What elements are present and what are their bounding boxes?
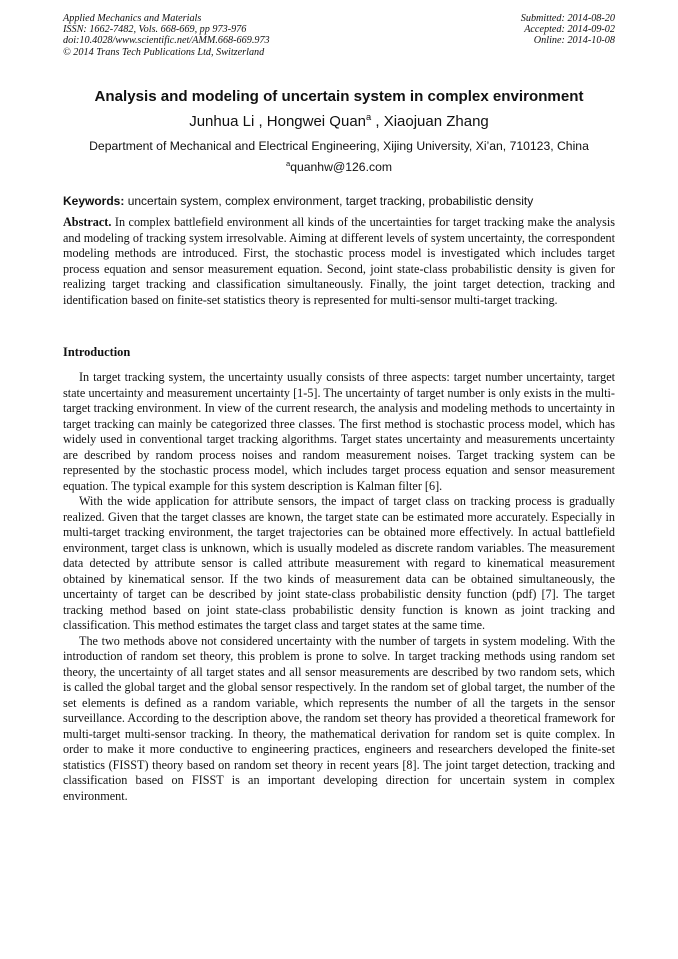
keywords-label: Keywords: — [63, 194, 125, 208]
email — [0, 160, 678, 174]
accepted-date: Accepted: 2014-09-02 — [524, 24, 615, 36]
paragraph: In target tracking system, the uncertainty usually consists of three aspects: target number uncertainty, target state uncertainty and measurement uncertainty [1-5]. The uncertainty of target number is only exists in the multi-target tracking environment. In view of the current research, the analysis and modeling methods to uncertainty in target tracking can mainly be categorized three classes. The first method is stochastic process model, which has widely used in conventional target tracking algorithms. Target states uncertainty and measurements uncertainty are described by random process noises and random measurement noises. Target tracking system can be represented by the stochastic process model, which includes target process equation and sensor measurement equation. The typical example for this system description is Kalman filter [6]. — [63, 370, 615, 493]
authors — [0, 113, 678, 130]
keywords-text: uncertain system, complex environment, target tracking, probabilistic density — [124, 194, 534, 208]
paragraph: The two methods above not considered uncertainty with the number of targets in system modeling. With the introduction of random set theory, this problem is prone to solve. In target tracking methods using random set theory, the uncertainty of all target states and all sensor measurements are described by two random sets, which is called the global target and the global sensor respectively. In the random set of global target, the number of the set elements is defined as a random variable, which represents the number of all the targets in the sensor surveillance. According to the description above, the random set theory has provided a theoretical framework for multi-target multi-sensor tracking. In theory, the mathematical derivation for random set is quite complex. In order to make it more conductive to engineering practices, engineers and researchers developed the finite-set statistics (FISST) theory based on random set theory in recent years [8]. The joint target detection, tracking and classification based on FISST is an important developing direction for uncertain system in complex environment. — [63, 633, 615, 803]
journal-info — [63, 13, 270, 58]
author-names-1: Junhua Li , Hongwei Quan — [189, 113, 367, 130]
author-affil-marker: a — [366, 112, 372, 122]
submission-dates — [521, 13, 615, 47]
submitted-date: Submitted: 2014-08-20 — [520, 13, 615, 24]
online-date: Online: 2014-10-08 — [533, 35, 615, 47]
section-heading: Introduction — [63, 345, 131, 359]
email-marker: a — [285, 158, 291, 168]
paper-title: Analysis and modeling of uncertain system in complex environment — [94, 88, 584, 105]
keywords — [63, 194, 615, 208]
copyright-line: © 2014 Trans Tech Publications Ltd, Switzerland — [63, 46, 265, 58]
affiliation: Department of Mechanical and Electrical Engineering, Xijing University, Xi’an, 710123, China — [89, 139, 589, 153]
abstract-text: In complex battlefield environment all kinds of the uncertainties for target tracking make the analysis and modeling of tracking system irresolvable. Aiming at different levels of system uncertainty, the correspondent modeling methods are introduced. First, the stochastic process model is investigated which includes target process equation and sensor measurement equation. Second, joint state-class probabilistic density is given for realizing target tracking and classification simultaneously. Finally, the joint target detection, tracking and identification based on finite-set statistics theory is represented for multi-sensor multi-target tracking. — [63, 215, 615, 307]
abstract-label: Abstract. — [63, 215, 112, 229]
abstract — [63, 215, 615, 308]
journal-name: Applied Mechanics and Materials — [63, 13, 202, 24]
author-names-2: , Xiaojuan Zhang — [371, 113, 489, 130]
email-address: quanhw@126.com — [290, 160, 392, 174]
doi-line: doi:10.4028/www.scientific.net/AMM.668-669.973 — [63, 35, 270, 47]
paragraph: With the wide application for attribute sensors, the impact of target class on tracking process is gradually realized. Given that the target classes are known, the target state can be estimated more accurately. Especially in multi-target tracking environment, the target trajectories can be obtained more effectively. In actual battlefield environment, target class is unknown, which is usually modeled as discrete random variables. The measurement data detected by attribute sensor is called attribute measurement with regard to kinematical measurement obtained by kinematical sensor. If the two kinds of measurement data can be obtained simultaneously, the uncertainty of target can be described by joint state-class probabilistic density function (pdf) [7]. The target tracking method based on joint state-class probabilistic density function is known as joint tracking and classification. This method estimates the target class and target states at the same time. — [63, 494, 615, 632]
introduction-body — [63, 370, 615, 804]
issn-line: ISSN: 1662-7482, Vols. 668-669, pp 973-976 — [63, 24, 247, 36]
